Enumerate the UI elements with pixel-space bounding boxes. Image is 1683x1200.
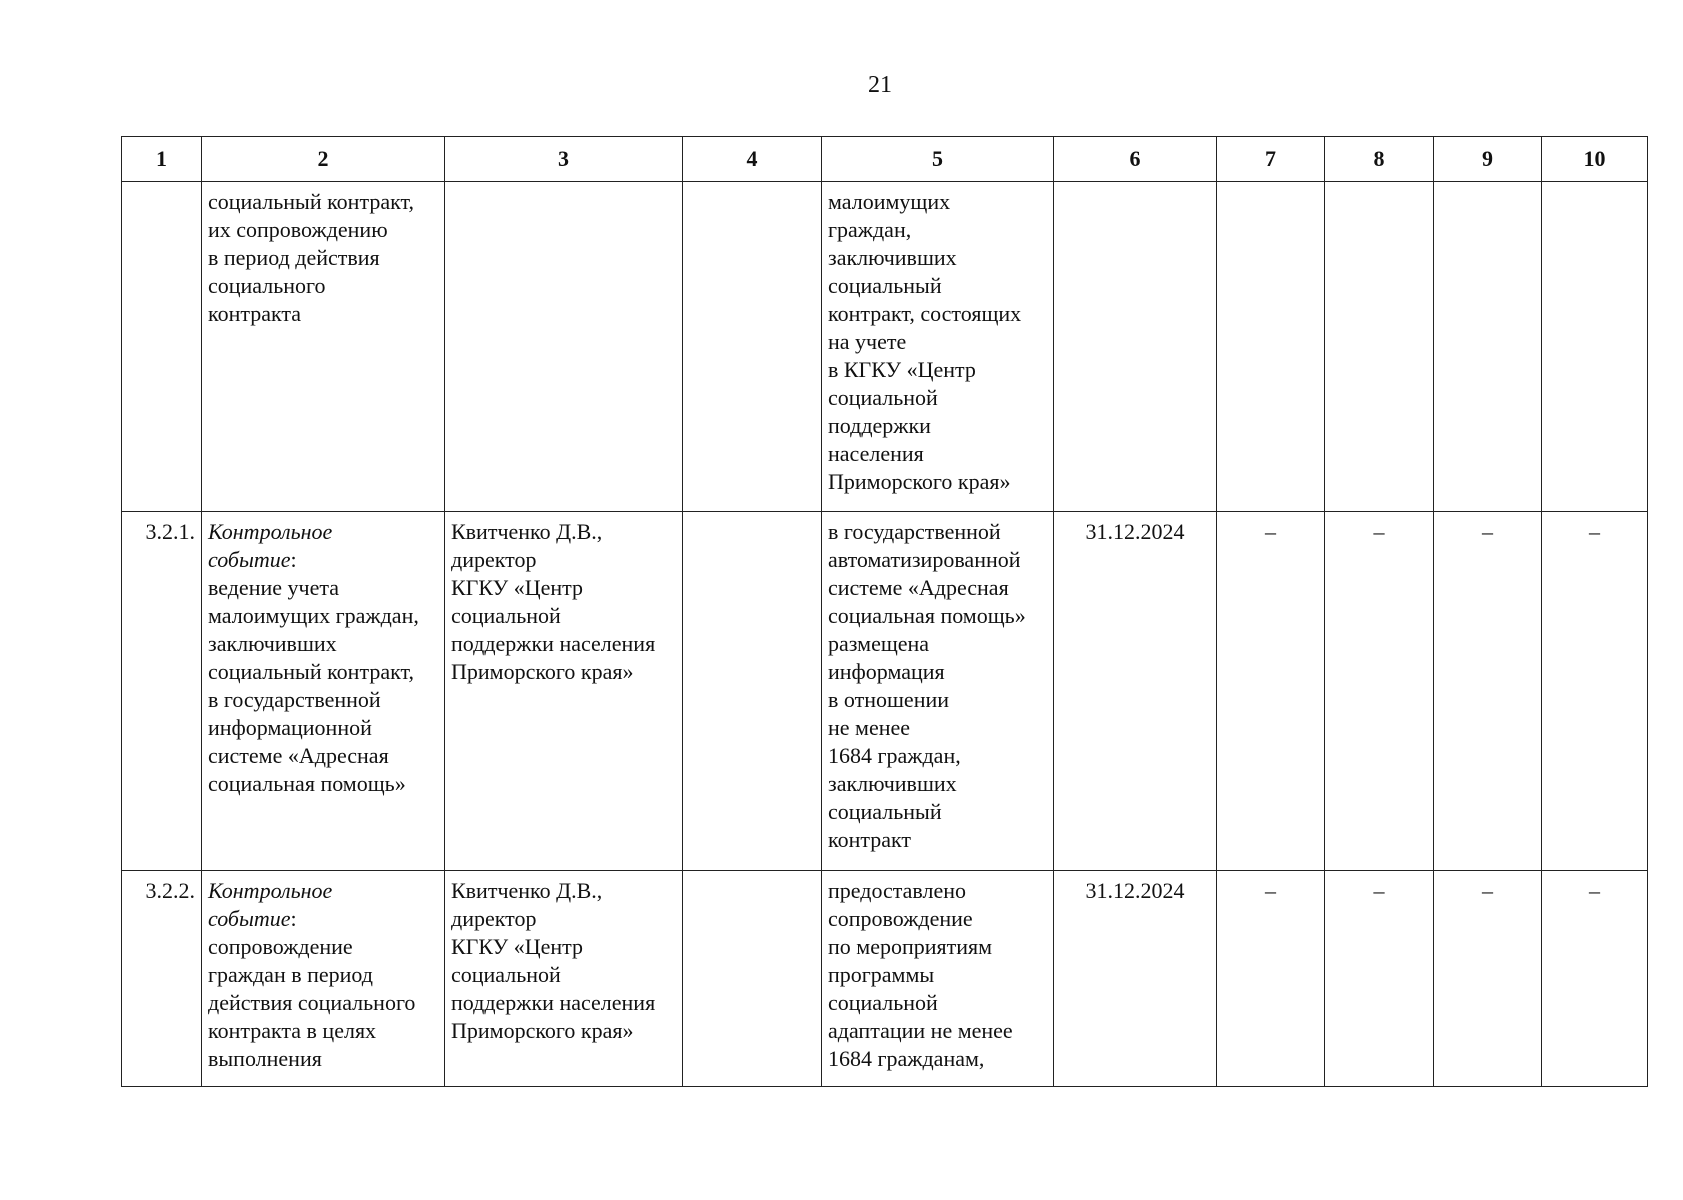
cell-col7 [1217,182,1325,512]
row-number: 3.2.1. [122,512,202,871]
responsible-person: Квитченко Д.В., директор КГКУ «Центр социальной поддержки населения Приморского края» [445,871,683,1087]
cell-col8: – [1325,871,1434,1087]
result-description: предоставлено сопровождение по мероприятиям программы социальной адаптации не менее 1684 гражданам, [822,871,1054,1087]
row-number: 3.2.2. [122,871,202,1087]
page-number: 21 [868,72,892,98]
column-header: 8 [1325,137,1434,182]
table-row [122,512,1648,871]
event-text: : ведение учета малоимущих граждан, заключивших социальный контракт, в государственной информационной системе «Адресная социальная помощь» [208,547,419,796]
event-text: : сопровождение граждан в период действия социального контракта в целях выполнения [208,906,416,1071]
column-header: 9 [1434,137,1542,182]
cell-col8 [1325,182,1434,512]
event-label: Контрольное событие [208,878,333,931]
cell-col9 [1434,182,1542,512]
result-description: малоимущих граждан, заключивших социальный контракт, состоящих на учете в КГКУ «Центр социальной поддержки населения Приморского края» [822,182,1054,512]
column-header: 7 [1217,137,1325,182]
table-row [122,871,1648,1087]
event-description [202,512,445,871]
responsible-person [445,182,683,512]
cell-col4 [683,871,822,1087]
event-description [202,182,445,512]
cell-col9: – [1434,512,1542,871]
column-header: 4 [683,137,822,182]
cell-col8: – [1325,512,1434,871]
cell-col10: – [1542,871,1648,1087]
column-header: 2 [202,137,445,182]
responsible-person: Квитченко Д.В., директор КГКУ «Центр социальной поддержки населения Приморского края» [445,512,683,871]
column-header: 3 [445,137,683,182]
event-label: Контрольное событие [208,519,333,572]
column-header: 10 [1542,137,1648,182]
column-header: 6 [1054,137,1217,182]
cell-col10: – [1542,512,1648,871]
column-header: 1 [122,137,202,182]
deadline-date: 31.12.2024 [1054,512,1217,871]
event-text: социальный контракт, их сопровождению в период действия социального контракта [208,189,414,326]
document-table [121,136,1648,1087]
cell-col9: – [1434,871,1542,1087]
header-row [122,137,1648,182]
event-description [202,871,445,1087]
cell-col4 [683,182,822,512]
result-description: в государственной автоматизированной системе «Адресная социальная помощь» размещена информация в отношении не менее 1684 граждан, заключивших социальный контракт [822,512,1054,871]
table-row [122,182,1648,512]
deadline-date: 31.12.2024 [1054,871,1217,1087]
cell-col10 [1542,182,1648,512]
cell-col7: – [1217,871,1325,1087]
row-number [122,182,202,512]
deadline-date [1054,182,1217,512]
cell-col7: – [1217,512,1325,871]
column-header: 5 [822,137,1054,182]
cell-col4 [683,512,822,871]
